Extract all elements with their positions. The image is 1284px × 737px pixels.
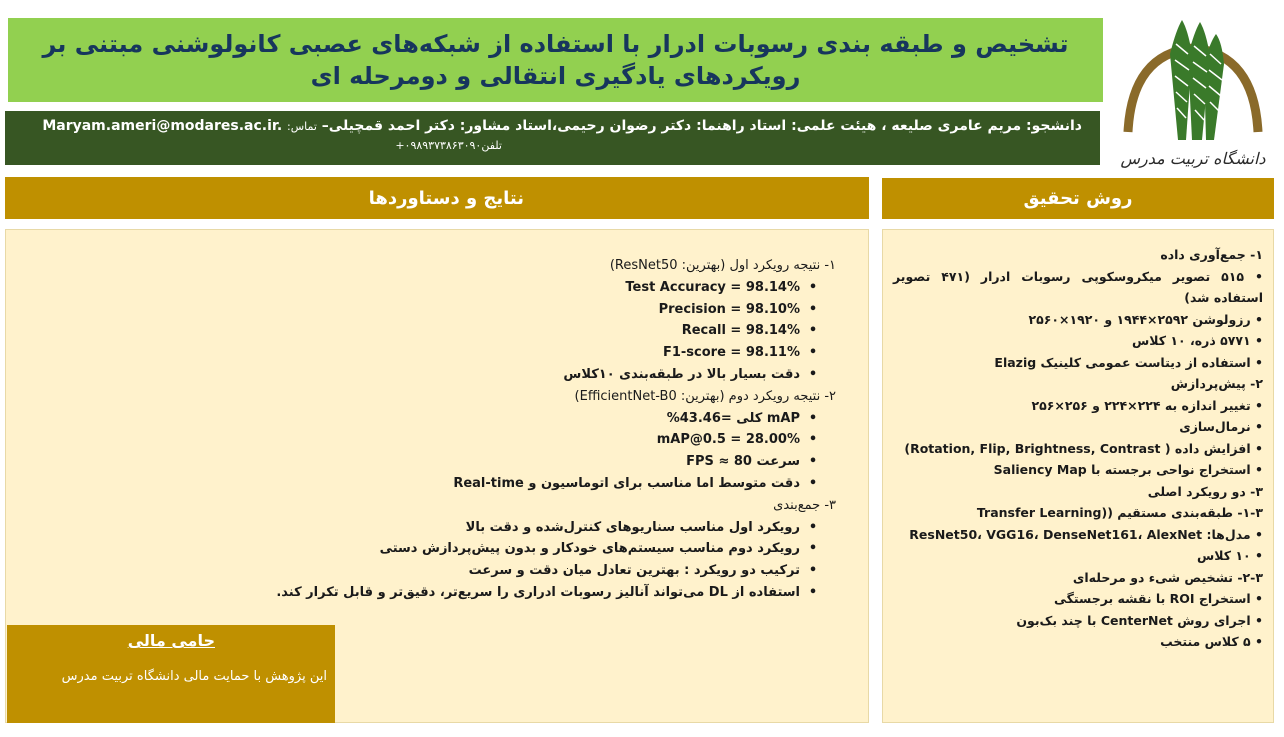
approach1-title: ۱- نتیجه رویکرد اول (بهترین: ResNet50) [609, 258, 836, 273]
method-line: ۲- پیش‌پردازش [1170, 376, 1263, 391]
poster-title-line-2: رویکردهای یادگیری انتقالی و دومرحله ای [310, 62, 801, 90]
authors-banner [5, 111, 1100, 165]
method-line: • ۵۷۷۱ ذره، ۱۰ کلاس [1132, 333, 1263, 348]
method-line: • تغییر اندازه به ۲۲۴×۲۲۴ و ۲۵۶×۲۵۶ [1031, 397, 1263, 413]
method-line: • نرمال‌سازی [1179, 419, 1263, 434]
approach1-item: • Test Accuracy = 98.14% [276, 277, 836, 299]
author-phone: تلفن۰۹۸۹۳۷۳۸۶۳۰۹۰+ [395, 139, 502, 152]
summary-item: • ترکیب دو رویکرد : بهترین تعادل میان دقت و سرعت [276, 560, 836, 582]
tarbiat-modares-logo-icon [1118, 14, 1268, 176]
method-section-header: روش تحقیق [882, 178, 1274, 219]
method-line: ۱-۳- طبقه‌بندی مستقیم ((Transfer Learning [976, 505, 1263, 520]
method-line: • استفاده از دیتاست عمومی کلینیک Elazig [994, 354, 1263, 370]
approach1-item: • Precision = 98.10% [276, 299, 836, 321]
contact-label: تماس: [287, 120, 317, 133]
method-line: • اجرای روش CenterNet با چند بک‌بون [1016, 612, 1263, 628]
sponsor-title: حامی مالی [127, 631, 215, 650]
method-line: ۲-۳- تشخیص شیء دو مرحله‌ای [1072, 569, 1263, 585]
method-line: • استخراج ROI با نقشه برجستگی [1053, 591, 1263, 606]
method-line: ۱- جمع‌آوری داده [1160, 247, 1263, 262]
method-line: ۳- دو رویکرد اصلی [1147, 483, 1263, 499]
results-list [276, 255, 836, 604]
summary-title: ۳- جمع‌بندی [773, 497, 836, 513]
summary-item: • رویکرد دوم مناسب سیستم‌های خودکار و بدون پیش‌پردازش دستی [276, 538, 836, 560]
method-line: • رزولوشن ۲۵۹۲×۱۹۴۴ و ۱۹۲۰×۲۵۶۰ [1028, 311, 1263, 327]
summary-item: • رویکرد اول مناسب سناریوهای کنترل‌شده و دقت بالا [276, 517, 836, 539]
method-line: • مدل‌ها: ResNet50، VGG16، DenseNet161، AlexNet [909, 526, 1263, 542]
author-email[interactable]: Maryam.ameri@modares.ac.ir. [42, 118, 283, 134]
approach1-item: • دقت بسیار بالا در طبقه‌بندی ۱۰کلاس [276, 364, 836, 386]
sponsor-text: این پژوهش با حمایت مالی دانشگاه تربیت مدرس [61, 669, 327, 684]
authors-line [23, 115, 1082, 138]
approach2-item: • دقت متوسط اما مناسب برای اتوماسیون و Real-time [276, 473, 836, 495]
logo-text: دانشگاه تربیت مدرس [1120, 149, 1266, 168]
summary-item: • استفاده از DL می‌تواند آنالیز رسوبات ادراری را سریع‌تر، دقیق‌تر و قابل تکرار کند. [276, 582, 836, 604]
results-section-header: نتایج و دستاوردها [5, 177, 869, 219]
authors-names: دانشجو: مریم عامری صلیعه ، هیئت علمی: استاد راهنما: دکتر رضوان رحیمی،استاد مشاور: دکتر احمد قمچیلی– [321, 118, 1082, 134]
poster-title-line-1: تشخیص و طبقه بندی رسوبات ادرار با استفاده از شبکه‌های عصبی کانولوشنی مبتنی بر [42, 30, 1069, 58]
method-line: • ۵ کلاس منتخب [1160, 634, 1263, 649]
approach2-item: • mAP@0.5 = 28.00% [276, 429, 836, 451]
method-line: • ۱۰ کلاس [1197, 548, 1263, 563]
approach2-title: ۲- نتیجه رویکرد دوم (بهترین: EfficientNet-B0) [574, 388, 836, 404]
sponsor-box [7, 625, 335, 723]
approach1-item: • F1-score = 98.11% [276, 342, 836, 364]
method-line: • استخراج نواحی برجسته با Saliency Map [993, 462, 1263, 477]
method-line: • ۵۱۵ تصویر میکروسکوپی رسوبات ادرار (۴۷۱ تصویر استفاده شد) [893, 268, 1263, 305]
approach2-item: • سرعت FPS ≈ 80 [276, 451, 836, 473]
approach1-item: • Recall = 98.14% [276, 320, 836, 342]
approach2-item: • mAP کلی =43.46% [276, 408, 836, 430]
method-panel [882, 229, 1274, 723]
method-list [893, 244, 1263, 653]
poster-title-banner [8, 18, 1103, 102]
method-line: • افزایش داده ( Rotation, Flip, Brightness, Contrast) [904, 440, 1263, 456]
university-logo [1118, 14, 1268, 176]
